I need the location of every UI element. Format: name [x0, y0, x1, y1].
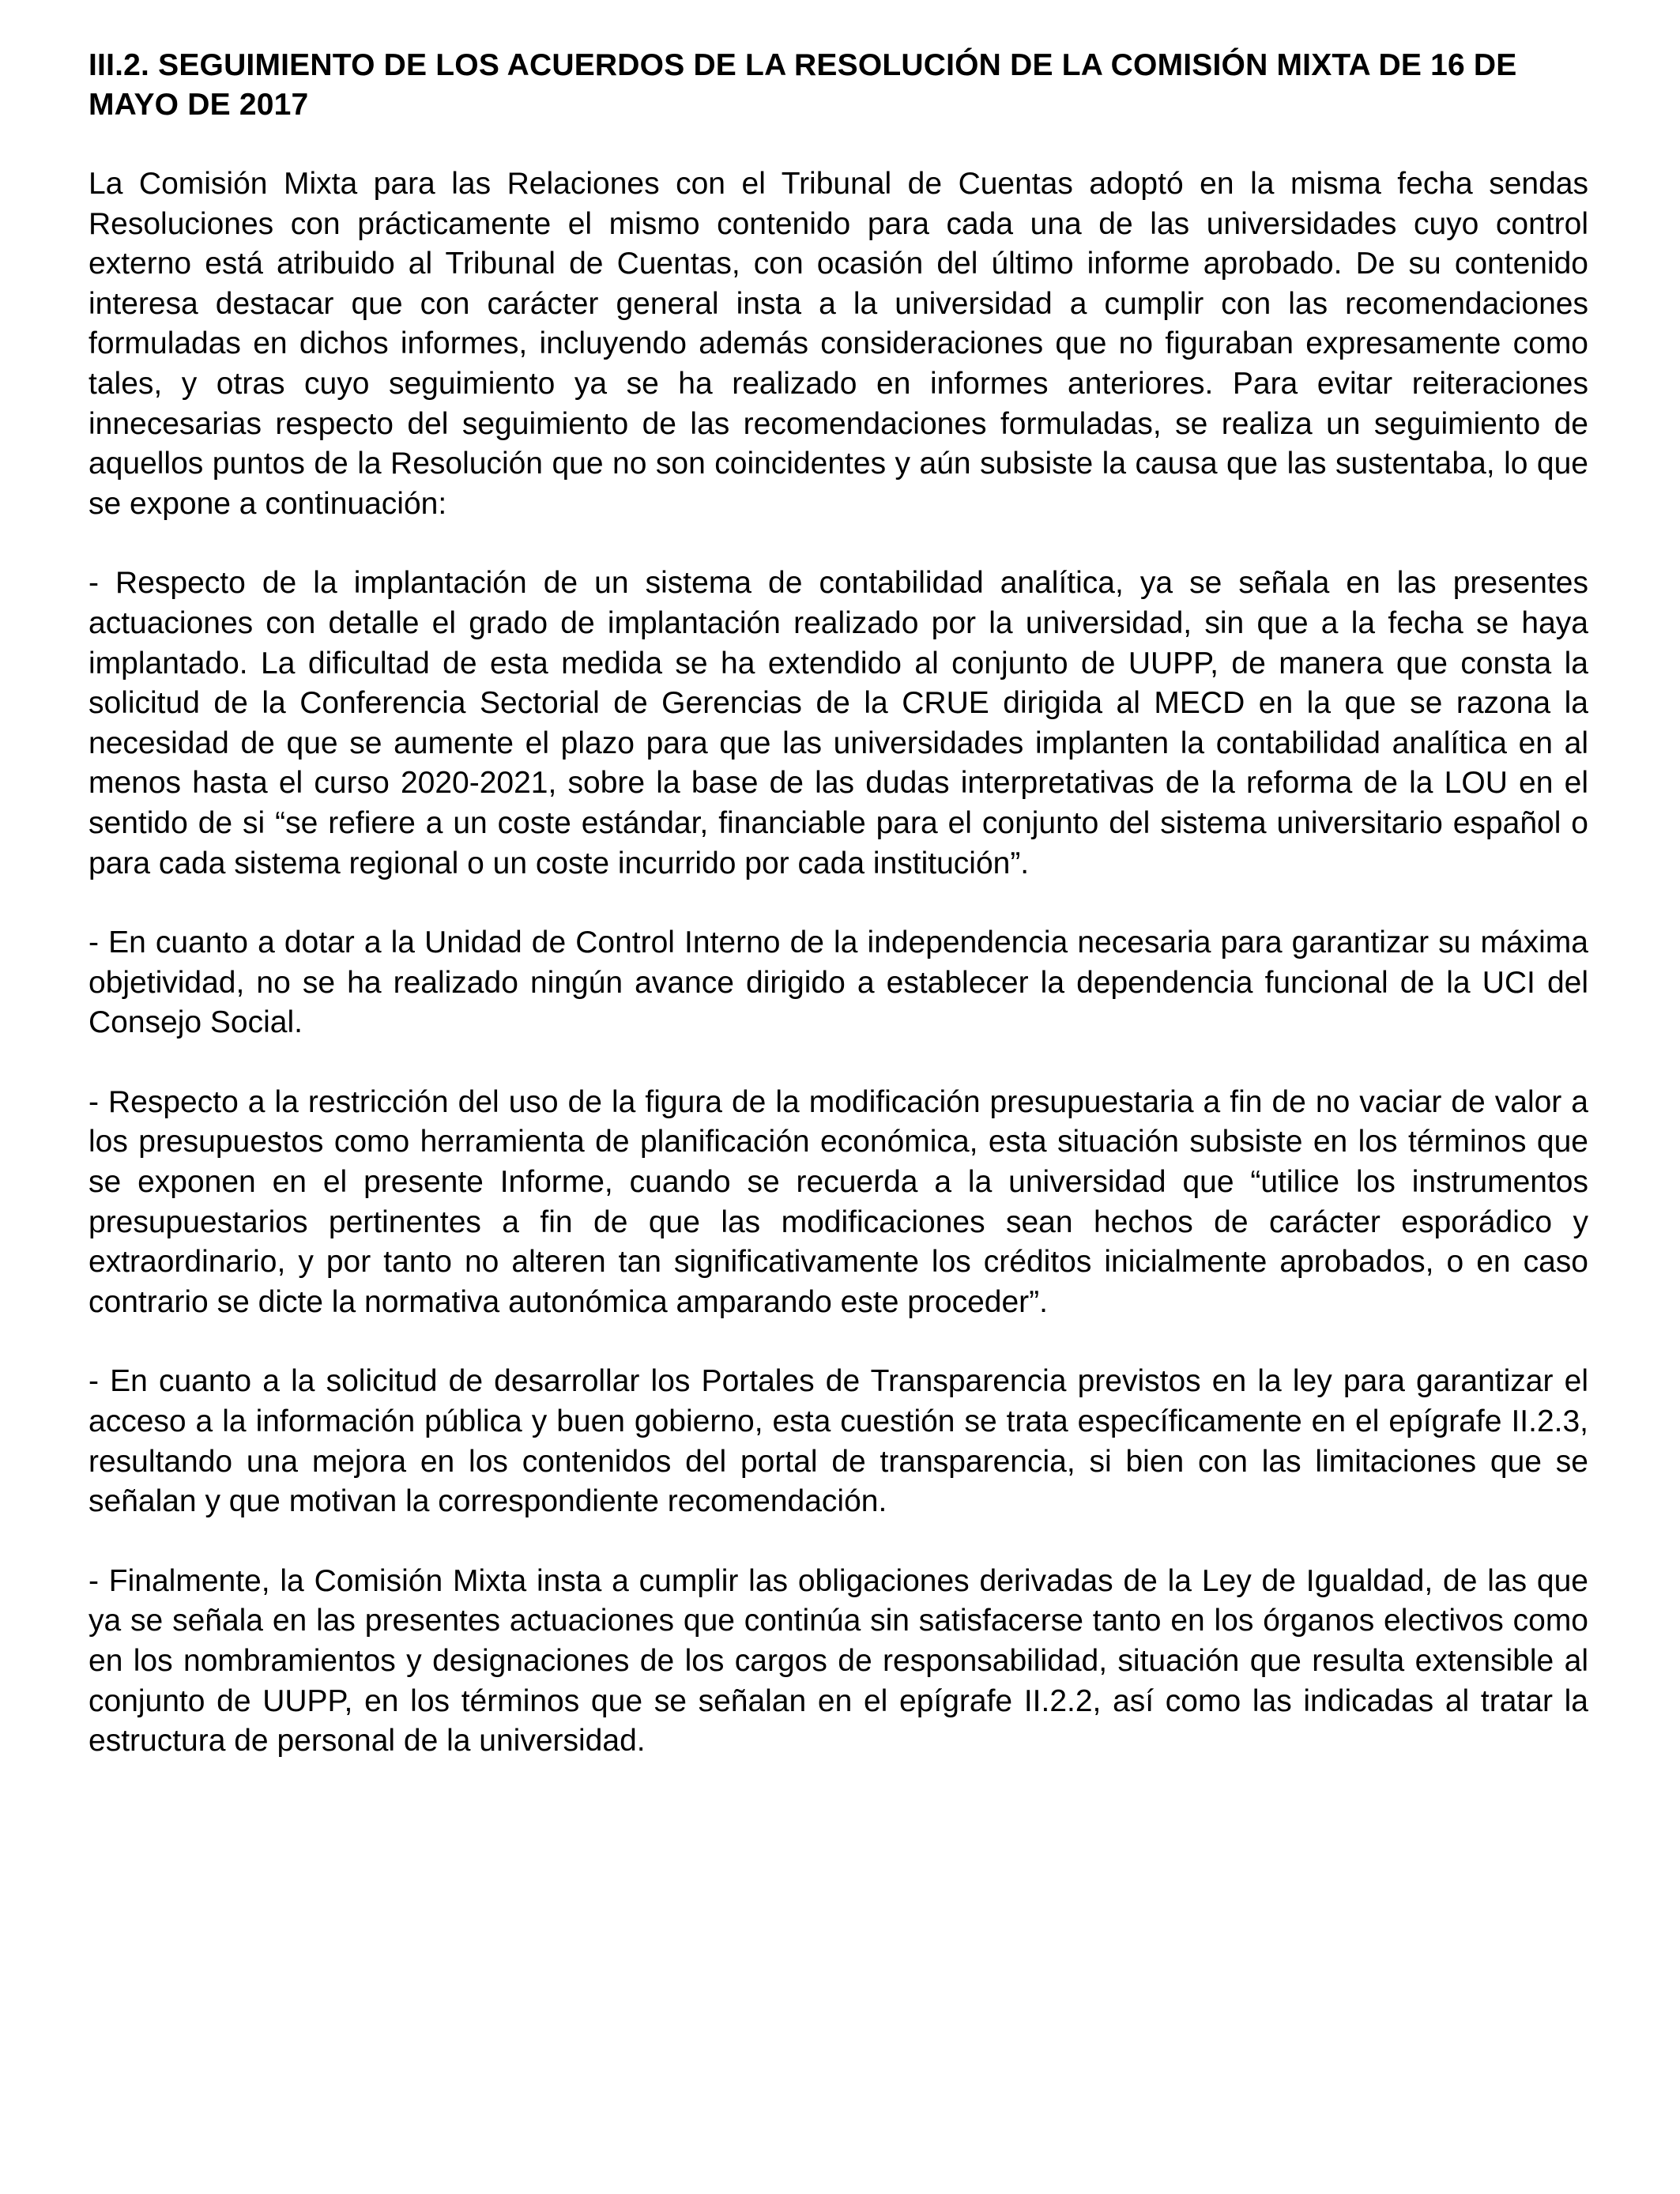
- paragraph-internal-control: - En cuanto a dotar a la Unidad de Control Interno de la independencia necesaria para garantizar su máxima objetividad, no se ha realizado ningún avance dirigido a establecer la dependencia funcional de la UCI del Consejo Social.: [89, 925, 1588, 1040]
- paragraph-budget-modification: - Respecto a la restricción del uso de la figura de la modificación presupuestaria a fin de no vaciar de valor a los presupuestos como herramienta de planificación económica, esta situación subsiste en los términos que se exponen en el presente Informe, cuando se recuerda a la universidad que “utilice los instrumentos presupuestarios pertinentes a fin de que las modificaciones sean hechos de carácter esporádico y extraordinario, y por tanto no alteren tan significativamente los créditos inicialmente aprobados, o en caso contrario se dicte la normativa autonómica amparando este proceder”.: [89, 1084, 1588, 1319]
- document-page: [89, 46, 1588, 1801]
- paragraph-transparency-portals: - En cuanto a la solicitud de desarrollar los Portales de Transparencia previstos en la ley para garantizar el acceso a la información pública y buen gobierno, esta cuestión se trata específicamente en el epígrafe II.2.3, resultando una mejora en los contenidos del portal de transparencia, si bien con las limitaciones que se señalan y que motivan la correspondiente recomendación.: [89, 1364, 1588, 1519]
- paragraph-equality-law: - Finalmente, la Comisión Mixta insta a cumplir las obligaciones derivadas de la Ley de Igualdad, de las que ya se señala en las presentes actuaciones que continúa sin satisfacerse tanto en los órganos electivos como en los nombramientos y designaciones de los cargos de responsabilidad, situación que resulta extensible al conjunto de UUPP, en los términos que se señalan en el epígrafe II.2.2, así como las indicadas al tratar la estructura de personal de la universidad.: [89, 1563, 1588, 1759]
- paragraph-analytic-accounting: - Respecto de la implantación de un sistema de contabilidad analítica, ya se señala en las presentes actuaciones con detalle el grado de implantación realizado por la universidad, sin que a la fecha se haya implantado. La dificultad de esta medida se ha extendido al conjunto de UUPP, de manera que consta la solicitud de la Conferencia Sectorial de Gerencias de la CRUE dirigida al MECD en la que se razona la necesidad de que se aumente el plazo para que las universidades implanten la contabilidad analítica en al menos hasta el curso 2020-2021, sobre la base de las dudas interpretativas de la reforma de la LOU en el sentido de si “se refiere a un coste estándar, financiable para el conjunto del sistema universitario español o para cada sistema regional o un coste incurrido por cada institución”.: [89, 566, 1588, 880]
- section-heading: III.2. SEGUIMIENTO DE LOS ACUERDOS DE LA RESOLUCIÓN DE LA COMISIÓN MIXTA DE 16 DE MAYO DE 2017: [89, 48, 1517, 122]
- intro-paragraph: La Comisión Mixta para las Relaciones con el Tribunal de Cuentas adoptó en la misma fecha sendas Resoluciones con prácticamente el mismo contenido para cada una de las universidades cuyo control externo está atribuido al Tribunal de Cuentas, con ocasión del último informe aprobado. De su contenido interesa destacar que con carácter general insta a la universidad a cumplir con las recomendaciones formuladas en dichos informes, incluyendo además consideraciones que no figuraban expresamente como tales, y otras cuyo seguimiento ya se ha realizado en informes anteriores. Para evitar reiteraciones innecesarias respecto del seguimiento de las recomendaciones formuladas, se realiza un seguimiento de aquellos puntos de la Resolución que no son coincidentes y aún subsiste la causa que las sustentaba, lo que se expone a continuación:: [89, 167, 1588, 521]
